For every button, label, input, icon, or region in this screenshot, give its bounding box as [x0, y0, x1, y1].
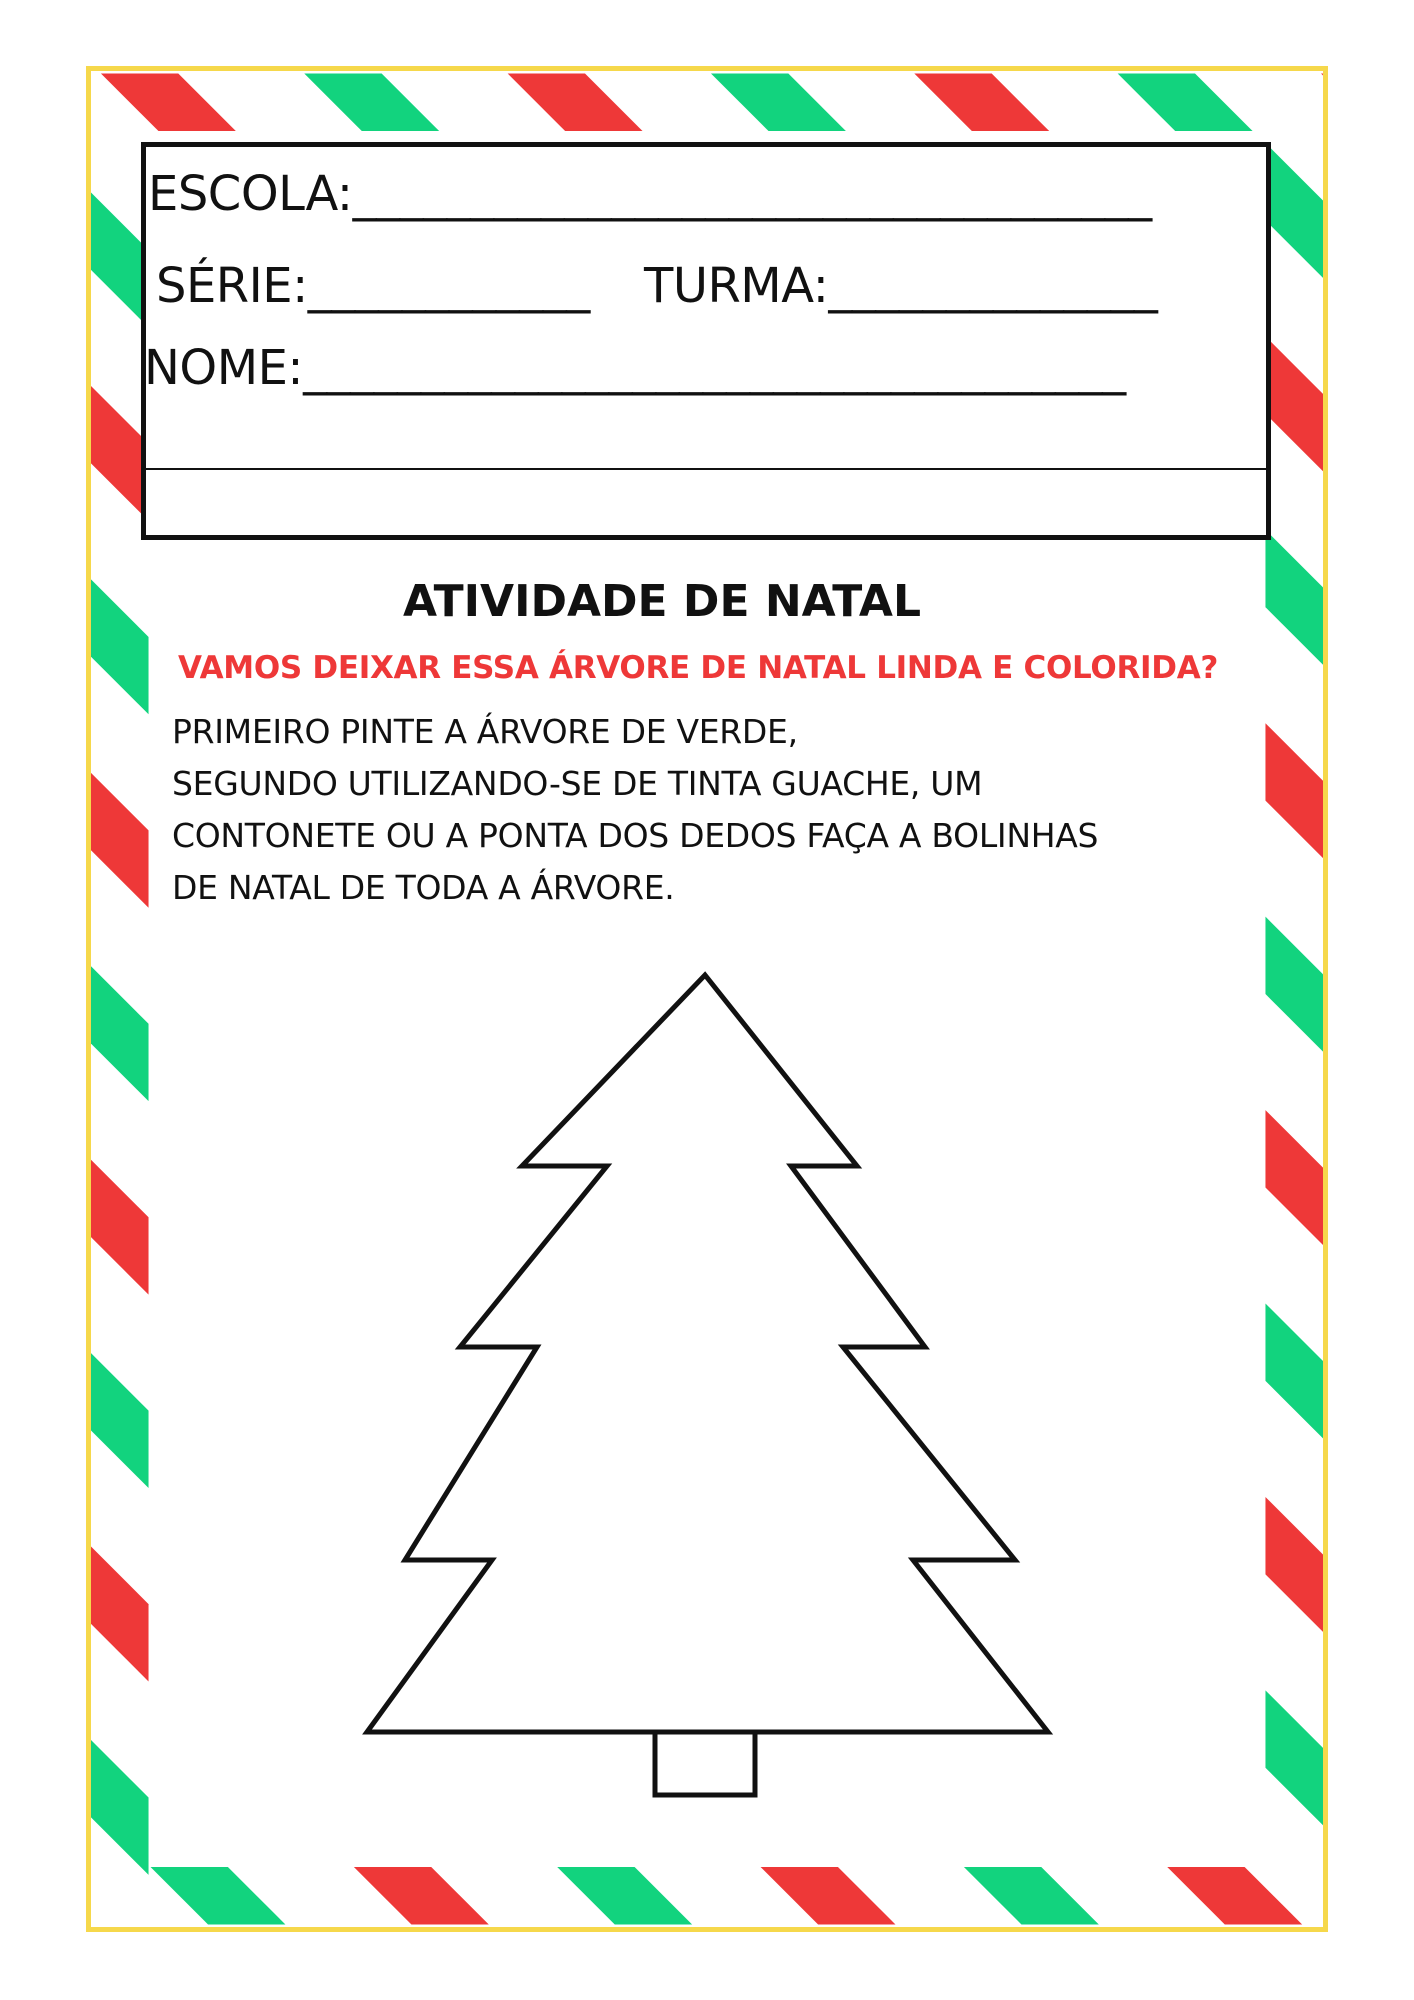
instruction-line-4: DE NATAL DE TODA A ÁRVORE.: [172, 868, 675, 907]
border-stripe: [304, 74, 439, 132]
border-stripe: [508, 74, 643, 132]
activity-subtitle: VAMOS DEIXAR ESSA ÁRVORE DE NATAL LINDA E COLORIDA?: [178, 650, 1219, 686]
border-stripe: [1265, 917, 1323, 1052]
border-stripe: [91, 966, 149, 1101]
border-stripe: [711, 74, 846, 132]
border-stripe: [1265, 1690, 1323, 1825]
border-stripe: [1265, 143, 1323, 278]
border-stripe: [1265, 336, 1323, 471]
border-stripe: [1321, 74, 1323, 132]
border-stripe: [1265, 1497, 1323, 1632]
border-stripe: [761, 1867, 896, 1925]
christmas-tree-icon[interactable]: [350, 960, 1070, 1840]
blank-line-1: [146, 468, 1266, 470]
border-stripe: [1265, 723, 1323, 858]
turma-field[interactable]: TURMA:______________: [644, 258, 1158, 314]
border-stripe: [151, 1867, 286, 1925]
border-stripe: [354, 1867, 489, 1925]
border-stripe: [91, 1547, 149, 1682]
border-stripe: [1265, 1110, 1323, 1245]
escola-field[interactable]: ESCOLA:__________________________________: [148, 166, 1152, 222]
border-stripe: [1118, 74, 1253, 132]
border-stripe: [91, 1740, 149, 1875]
border-stripe: [101, 74, 236, 132]
instruction-line-1: PRIMEIRO PINTE A ÁRVORE DE VERDE,: [172, 712, 798, 751]
border-stripe: [914, 74, 1049, 132]
border-stripe: [557, 1867, 692, 1925]
border-stripe: [1265, 1304, 1323, 1439]
border-stripe: [964, 1867, 1099, 1925]
instruction-line-2: SEGUNDO UTILIZANDO-SE DE TINTA GUACHE, UM: [172, 764, 983, 803]
border-stripe: [91, 386, 149, 521]
tree-outline: [367, 975, 1048, 1732]
tree-trunk: [655, 1732, 755, 1795]
nome-field[interactable]: NOME:___________________________________: [144, 340, 1126, 396]
border-stripe: [91, 1160, 149, 1295]
border-stripe: [91, 193, 149, 328]
border-stripe: [91, 773, 149, 908]
serie-field[interactable]: SÉRIE:____________: [156, 258, 590, 314]
border-stripe: [1167, 1867, 1302, 1925]
instruction-line-3: CONTONETE OU A PONTA DOS DEDOS FAÇA A BOLINHAS: [172, 816, 1099, 855]
activity-title: ATIVIDADE DE NATAL: [403, 576, 921, 627]
border-stripe: [91, 1353, 149, 1488]
